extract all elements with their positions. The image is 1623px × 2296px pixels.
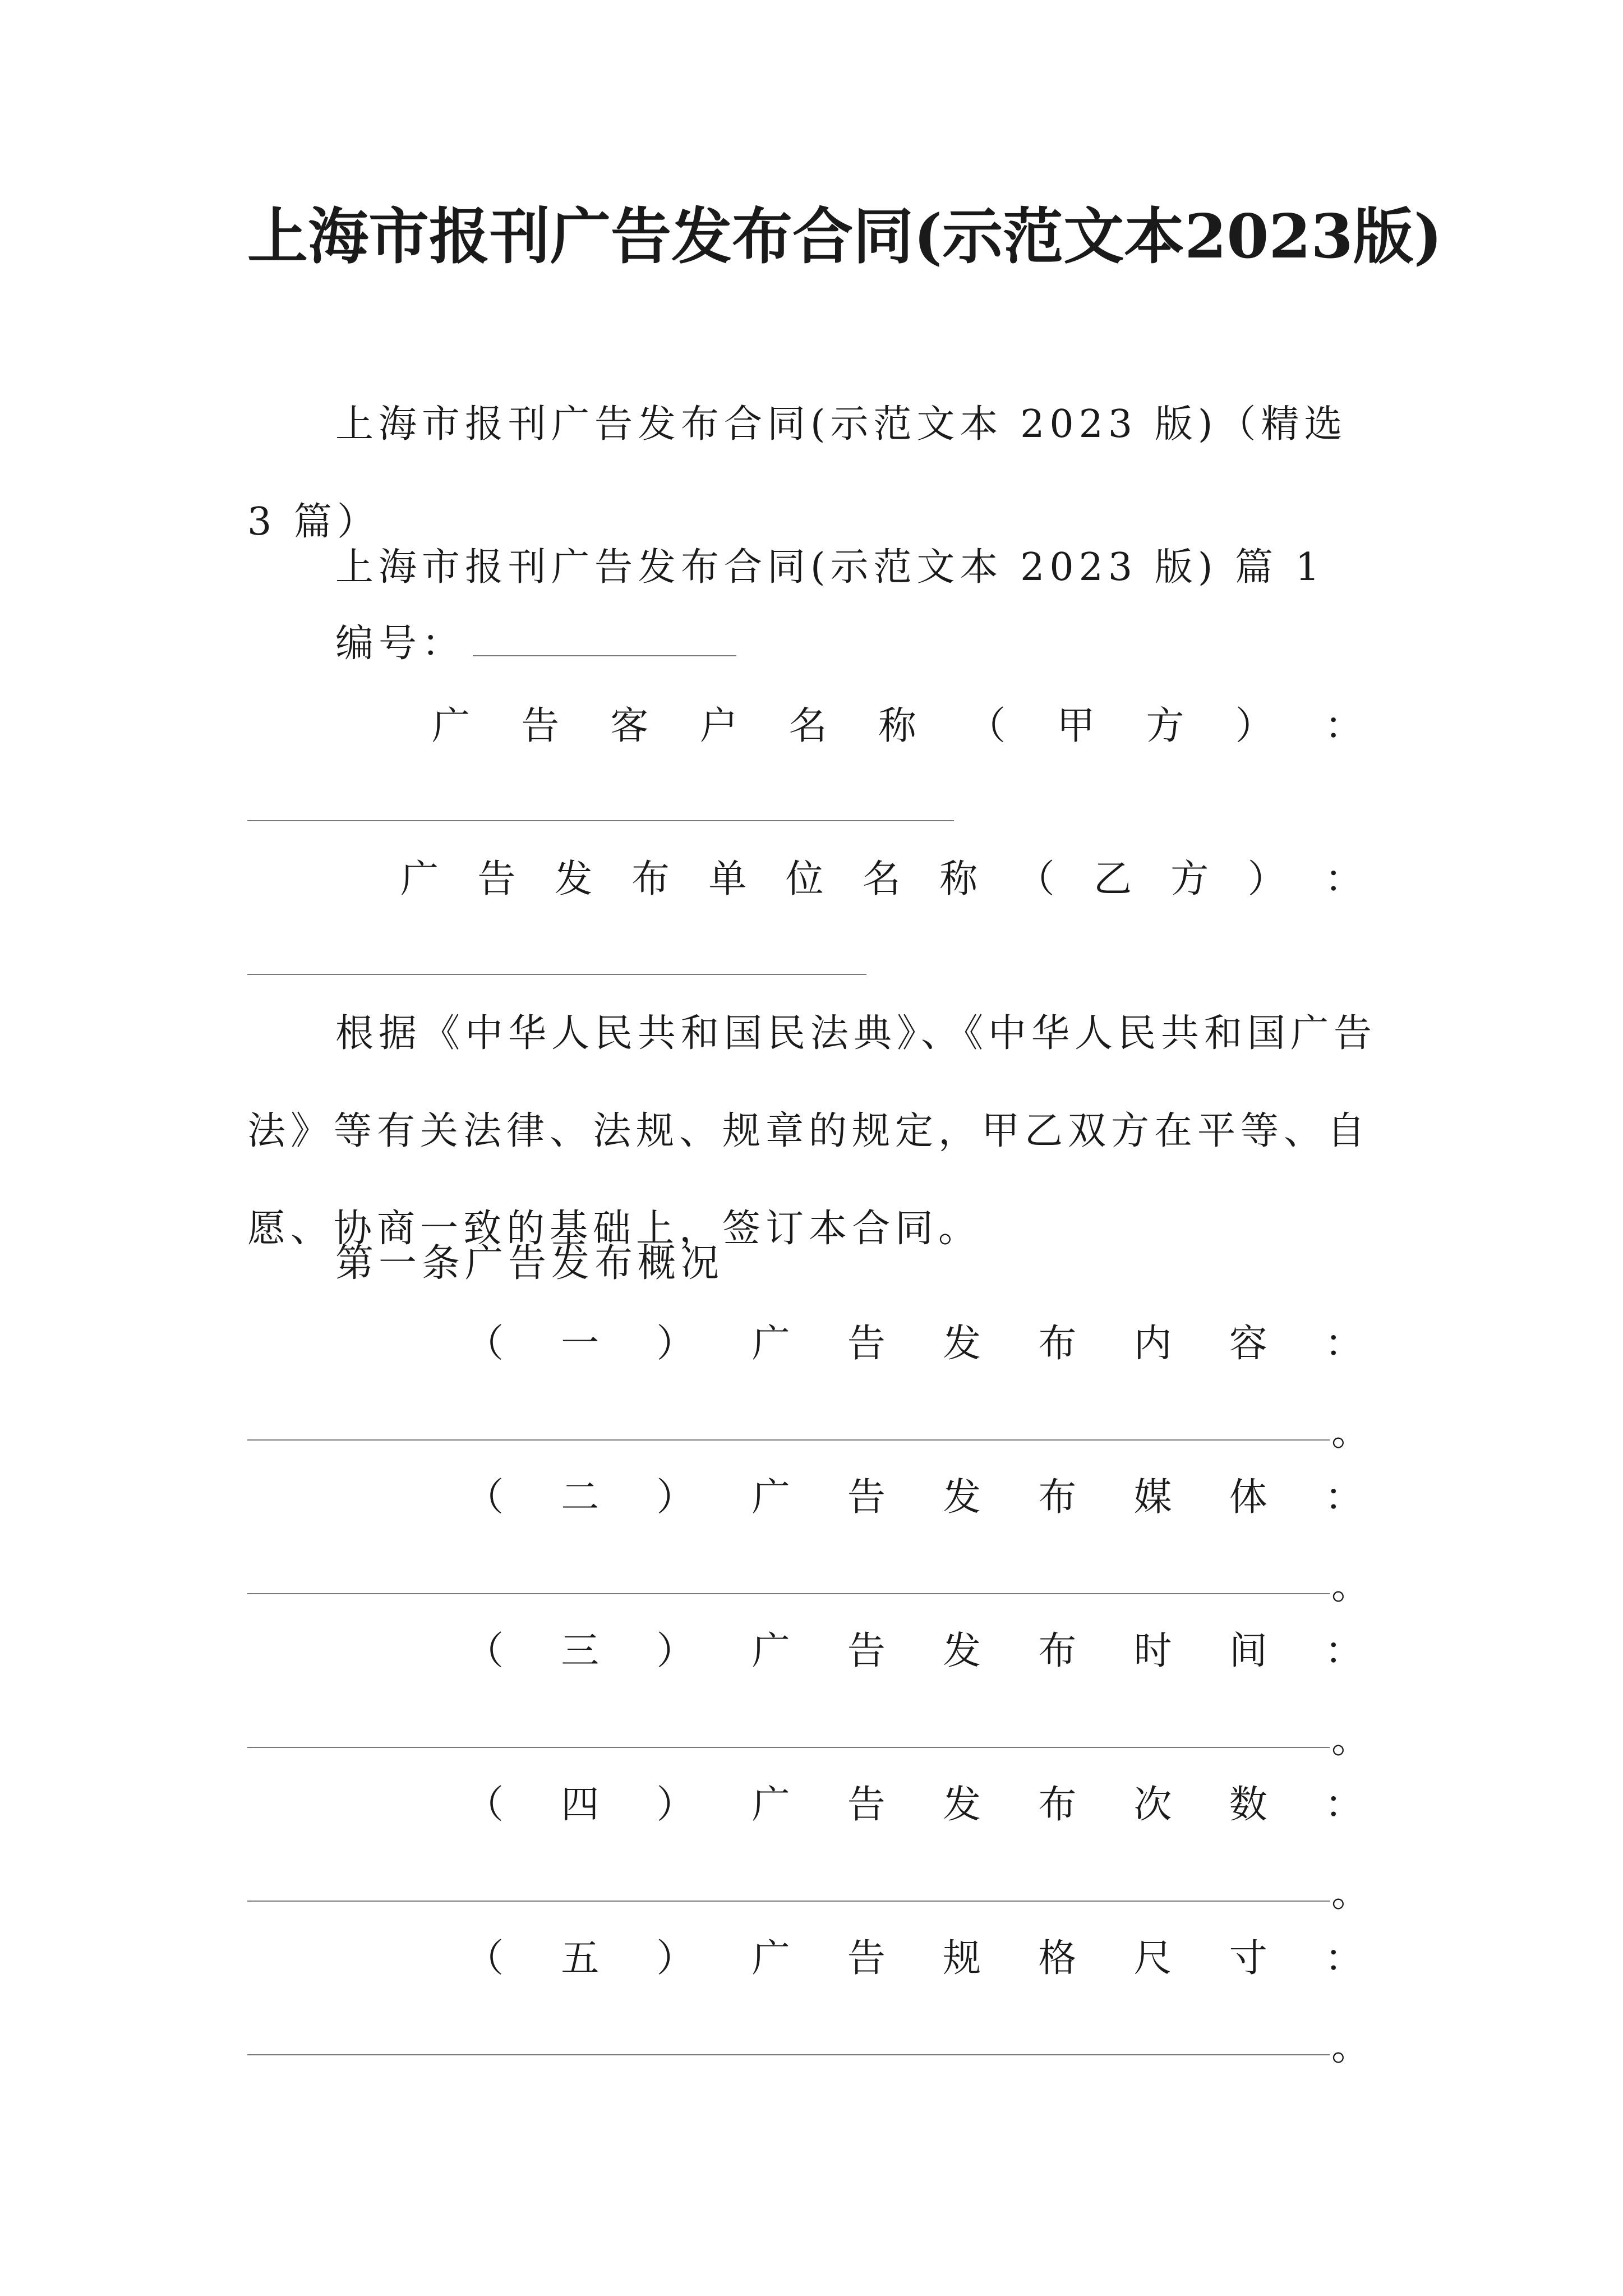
party-b-char: 告 <box>477 857 516 901</box>
item-char: 布 <box>1038 1783 1077 1827</box>
item-1-period: 。 <box>1331 1410 1370 1455</box>
item-char: ） <box>656 1322 695 1366</box>
item-char: （ <box>465 1936 504 1981</box>
item-char: （ <box>465 1322 504 1366</box>
item-char: 体 <box>1229 1475 1267 1520</box>
item-char: 发 <box>943 1322 981 1366</box>
item-5-label <box>465 1931 1363 1987</box>
item-char: ： <box>1324 1475 1363 1520</box>
party-a-char: 称 <box>878 704 916 748</box>
article1-heading: 第一条广告发布概况 <box>335 1241 725 1286</box>
party-b-char: 布 <box>631 857 670 901</box>
party-b-char: （ <box>1016 857 1055 901</box>
item-char: 布 <box>1038 1475 1077 1520</box>
item-char: 数 <box>1229 1783 1267 1827</box>
item-char: 告 <box>847 1475 886 1520</box>
item-char: 发 <box>943 1475 981 1520</box>
document-title: 上海市报刊广告发布合同(示范文本2023版) <box>247 201 1442 272</box>
party-a-char: 名 <box>789 704 827 748</box>
item-char: 二 <box>561 1475 600 1520</box>
item-4-period: 。 <box>1331 1871 1370 1916</box>
item-char: 发 <box>943 1629 981 1673</box>
item-char: 广 <box>751 1629 790 1673</box>
item-char: （ <box>465 1783 504 1827</box>
item-char: ： <box>1324 1936 1363 1981</box>
party-b-char: ） <box>1247 857 1286 901</box>
intro-paragraph: 上海市报刊广告发布合同(示范文本 2023 版)（精选 3 篇） <box>247 402 1348 544</box>
party-b-char: ： <box>1324 857 1363 901</box>
party-a-char: （ <box>967 704 1006 748</box>
number-blank[interactable] <box>473 626 736 656</box>
item-char: 间 <box>1229 1629 1267 1673</box>
item-char: 广 <box>751 1322 790 1366</box>
item-char: 规 <box>943 1936 981 1981</box>
number-label: 编号： <box>335 622 465 666</box>
item-2-label <box>465 1470 1363 1526</box>
item-char: 次 <box>1133 1783 1172 1827</box>
item-char: （ <box>465 1475 504 1520</box>
party-b-char: 广 <box>400 857 439 901</box>
party-b-char: 乙 <box>1093 857 1132 901</box>
number-line <box>335 616 736 672</box>
item-char: 告 <box>847 1936 886 1981</box>
item-char: ） <box>656 1629 695 1673</box>
item-2-blank[interactable] <box>247 1593 1330 1594</box>
item-char: 布 <box>1038 1629 1077 1673</box>
party-a-char: ） <box>1235 704 1274 748</box>
item-char: 四 <box>561 1783 600 1827</box>
party-b-blank[interactable] <box>247 974 866 975</box>
item-char: 告 <box>847 1783 886 1827</box>
item-char: 发 <box>943 1783 981 1827</box>
party-a-blank[interactable] <box>247 820 954 821</box>
item-3-blank[interactable] <box>247 1747 1330 1748</box>
party-a-char: ： <box>1324 704 1363 748</box>
item-3-period: 。 <box>1331 1718 1370 1762</box>
item-char: 格 <box>1038 1936 1077 1981</box>
part-heading: 上海市报刊广告发布合同(示范文本 2023 版) 篇 1 <box>335 545 1325 590</box>
item-char: 时 <box>1133 1629 1172 1673</box>
party-b-label <box>400 852 1363 908</box>
item-char: ） <box>656 1936 695 1981</box>
item-char: 广 <box>751 1936 790 1981</box>
item-char: ： <box>1324 1629 1363 1673</box>
party-b-char: 名 <box>862 857 901 901</box>
item-char: ） <box>656 1475 695 1520</box>
item-char: 寸 <box>1229 1936 1267 1981</box>
party-a-char: 广 <box>432 704 471 748</box>
party-a-char: 告 <box>521 704 560 748</box>
item-1-label <box>465 1316 1363 1372</box>
item-1-blank[interactable] <box>247 1439 1330 1441</box>
item-char: 尺 <box>1133 1936 1172 1981</box>
item-char: ： <box>1324 1322 1363 1366</box>
item-char: ： <box>1324 1783 1363 1827</box>
party-a-label <box>432 698 1363 754</box>
party-b-char: 位 <box>785 857 824 901</box>
item-4-label <box>465 1777 1363 1833</box>
item-5-period: 。 <box>1331 2025 1370 2069</box>
basis-paragraph: 根据《中华人民共和国民法典》、《中华人民共和国广告法》等有关法律、法规、规章的规定，甲乙双方在平等、自愿、协商一致的基础上，签订本合同。 <box>247 1011 1377 1251</box>
item-char: 五 <box>561 1936 600 1981</box>
party-a-char: 甲 <box>1057 704 1095 748</box>
item-char: 布 <box>1038 1322 1077 1366</box>
item-char: 告 <box>847 1322 886 1366</box>
party-b-char: 方 <box>1170 857 1209 901</box>
item-char: 媒 <box>1133 1475 1172 1520</box>
party-b-char: 单 <box>708 857 747 901</box>
item-char: 三 <box>561 1629 600 1673</box>
item-char: 容 <box>1229 1322 1267 1366</box>
party-a-char: 方 <box>1146 704 1184 748</box>
item-char: 告 <box>847 1629 886 1673</box>
item-char: 广 <box>751 1783 790 1827</box>
party-b-char: 称 <box>939 857 978 901</box>
party-b-char: 发 <box>554 857 593 901</box>
party-a-char: 户 <box>699 704 738 748</box>
item-char: ） <box>656 1783 695 1827</box>
item-4-blank[interactable] <box>247 1901 1330 1902</box>
item-char: 广 <box>751 1475 790 1520</box>
item-5-blank[interactable] <box>247 2054 1330 2055</box>
item-2-period: 。 <box>1331 1564 1370 1608</box>
item-3-label <box>465 1623 1363 1680</box>
item-char: 内 <box>1133 1322 1172 1366</box>
item-char: （ <box>465 1629 504 1673</box>
party-a-char: 客 <box>610 704 649 748</box>
item-char: 一 <box>561 1322 600 1366</box>
